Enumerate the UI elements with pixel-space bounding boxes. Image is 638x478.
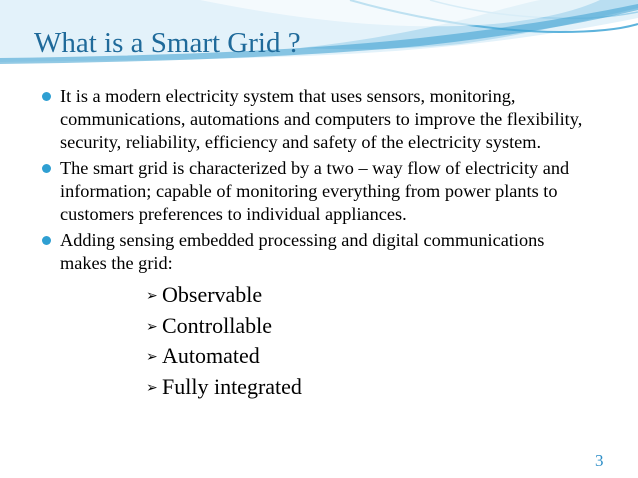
sub-bullet-item [60,280,594,311]
arrow-right-icon: ➢ [146,288,158,304]
bullet-text: Adding sensing embedded processing and digital communications makes the grid: [60,230,545,273]
bullet-item [0,157,638,226]
sub-bullet-text: Fully integrated [162,373,302,399]
sub-bullet-item [60,341,594,372]
bullet-item [0,85,638,154]
slide-title: What is a Smart Grid ? [34,27,301,59]
bullet-text: It is a modern electricity system that uses sensors, monitoring, communications, automations and computers to improve the flexibility, security, reliability, efficiency and safety of the electricity system. [60,86,583,152]
bullet-dot-icon [42,92,51,101]
bullet-item [0,229,638,402]
arrow-right-icon: ➢ [146,349,158,365]
sub-bullet-text: Observable [162,282,263,307]
bullet-list [0,85,638,405]
sub-bullet-text: Automated [162,343,260,368]
arrow-right-icon: ➢ [146,318,158,335]
bullet-text: The smart grid is characterized by a two – way flow of electricity and information; capable of monitoring everything from power plants to customers preferences to individual appliances. [60,158,570,224]
sub-bullet-item [60,372,594,403]
bullet-dot-icon [42,164,51,173]
sub-bullet-list [60,280,594,402]
arrow-right-icon: ➢ [146,379,158,396]
bullet-dot-icon [42,236,51,245]
sub-bullet-text: Controllable [162,312,272,338]
page-number: 3 [595,451,604,470]
sub-bullet-item [60,311,594,342]
